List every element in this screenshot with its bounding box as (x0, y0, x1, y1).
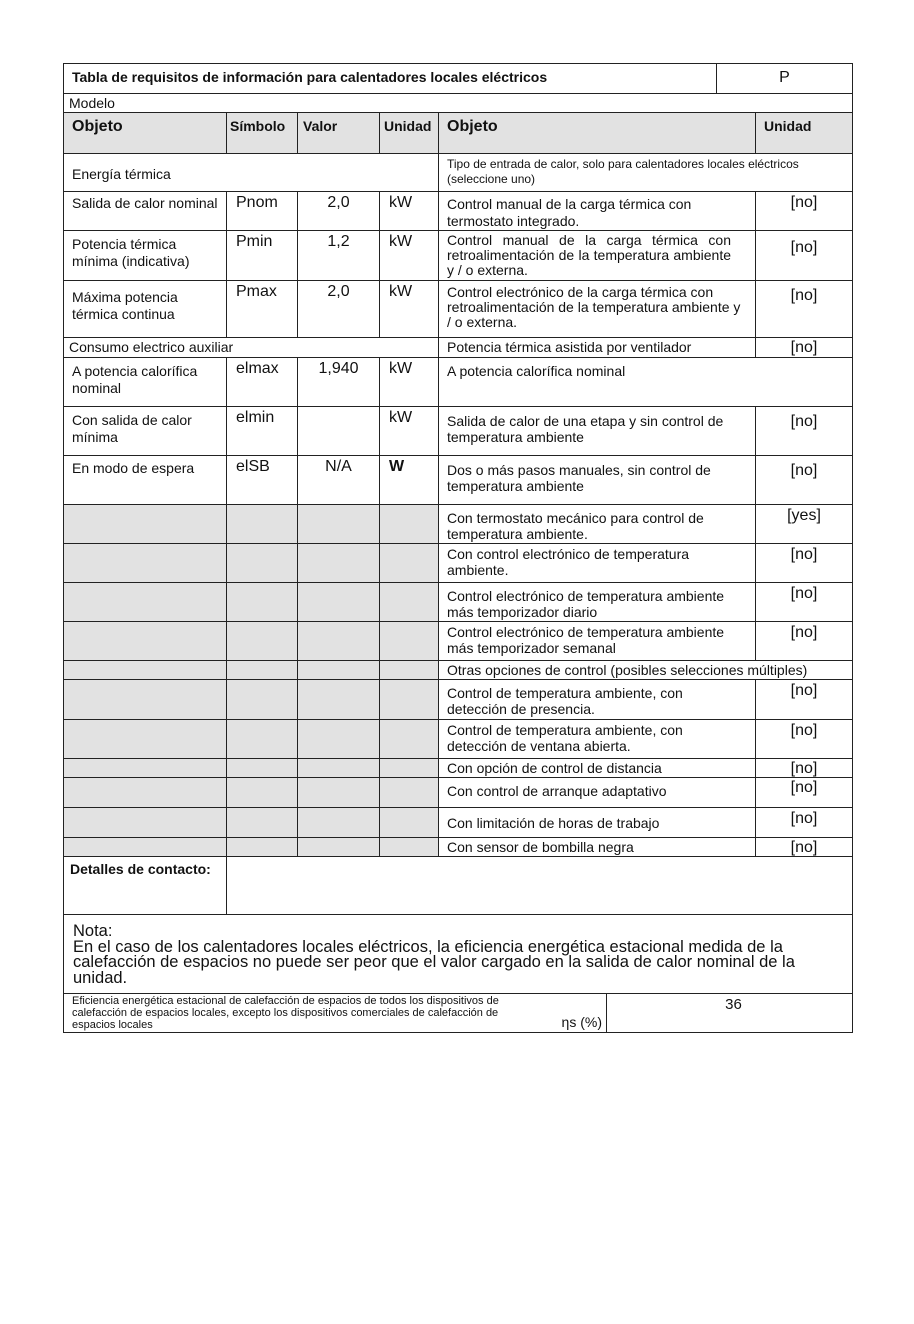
col-header-simbolo: Símbolo (226, 113, 297, 153)
col-header-objeto-right: Objeto (438, 113, 755, 153)
table-row (64, 583, 852, 622)
objeto-right-cell: Control manual de la carga térmica con retroalimentación de la temperatura ambiente y / o externa. (438, 231, 755, 280)
simbolo-cell: Pmax (226, 281, 297, 337)
model-label: Modelo (69, 95, 115, 111)
energia-termica-label: Energía térmica (72, 166, 171, 182)
contact-value (226, 857, 852, 914)
unidad-cell: kW (379, 281, 438, 337)
unidad-cell: kW (379, 192, 438, 230)
unidad-right-cell: [no] (755, 622, 852, 660)
footer-row (64, 994, 852, 1032)
table-row (64, 838, 852, 857)
valor-cell: 2,0 (297, 281, 379, 337)
valor-cell (297, 407, 379, 455)
unidad-right-cell: [no] (755, 544, 852, 582)
simbolo-cell: Pnom (226, 192, 297, 230)
objeto-right-cell: Dos o más pasos manuales, sin control de temperatura ambiente (438, 456, 755, 504)
objeto-cell: A potencia calorífica nominal (72, 363, 198, 396)
objeto-right-cell: Con termostato mecánico para control de temperatura ambiente. (438, 505, 755, 543)
nota-row (64, 915, 852, 994)
objeto-right-cell: Control electrónico de temperatura ambiente más temporizador semanal (438, 622, 755, 660)
objeto-cell: Potencia térmica mínima (indicativa) (72, 236, 190, 269)
table-row (64, 358, 852, 407)
table-row (64, 544, 852, 583)
simbolo-cell: elmin (226, 407, 297, 455)
table-row (64, 720, 852, 759)
table-row (64, 778, 852, 808)
objeto-right-cell: Control electrónico de temperatura ambiente más temporizador diario (438, 583, 755, 621)
p-label: P (716, 64, 852, 93)
nota-title: Nota: (73, 922, 113, 940)
table-title: Tabla de requisitos de información para calentadores locales eléctricos (72, 69, 548, 85)
simbolo-cell: Pmin (226, 231, 297, 280)
potencia-nominal-label: A potencia calorífica nominal (438, 358, 852, 406)
unidad-right-cell: [no] (755, 778, 852, 807)
footer-text: Eficiencia energética estacional de calefacción de espacios de todos los dispositivos de calefacción de espacios locales, excepto los dispositivos comerciales de calefacción de espacios locales (72, 995, 499, 1031)
objeto-right-cell: Salida de calor de una etapa y sin control de temperatura ambiente (438, 407, 755, 455)
unidad-right-cell: [no] (755, 456, 852, 504)
unidad-cell: kW (379, 231, 438, 280)
unidad-right-cell: [no] (755, 407, 852, 455)
eta-symbol: ηs (%) (561, 1014, 602, 1030)
otras-opciones-label: Otras opciones de control (posibles selecciones múltiples) (438, 661, 852, 679)
unidad-right-cell: [no] (755, 838, 852, 856)
objeto-cell: Salida de calor nominal (72, 195, 218, 211)
requirements-table (63, 63, 853, 1033)
objeto-right-cell: Con limitación de horas de trabajo (438, 808, 755, 837)
objeto-right-cell: Con sensor de bombilla negra (438, 838, 755, 856)
energia-termica-row (64, 154, 852, 192)
table-row (64, 759, 852, 778)
tipo-entrada-label: Tipo de entrada de calor, solo para calentadores locales eléctricos (seleccione uno) (438, 154, 852, 191)
table-row (64, 505, 852, 544)
table-row (64, 192, 852, 231)
objeto-right-cell: Con control de arranque adaptativo (438, 778, 755, 807)
objeto-cell: Máxima potencia térmica continua (72, 289, 178, 322)
unidad-right-cell: [no] (755, 759, 852, 777)
unidad-cell: kW (379, 358, 438, 406)
valor-cell: 2,0 (297, 192, 379, 230)
table-row (64, 407, 852, 456)
nota-text: En el caso de los calentadores locales eléctricos, la eficiencia energética estacional medida de la calefacción de espacios no puede ser peor que el valor cargado en la salida de calor nominal de la unidad. (73, 937, 795, 987)
objeto-cell: Con salida de calor mínima (72, 412, 192, 445)
footer-value: 36 (606, 994, 852, 1032)
col-header-objeto-left: Objeto (72, 118, 123, 135)
objeto-cell: En modo de espera (72, 460, 195, 476)
simbolo-cell: elmax (226, 358, 297, 406)
objeto-right-cell: Control electrónico de la carga térmica con retroalimentación de la temperatura ambiente y / o externa. (438, 281, 755, 337)
valor-cell: N/A (297, 456, 379, 504)
consumo-label: Consumo electrico auxiliar (69, 339, 234, 355)
unidad-cell: W (379, 456, 438, 504)
simbolo-cell: elSB (226, 456, 297, 504)
unidad-right-cell: [no] (755, 808, 852, 837)
unidad-right-cell: [no] (755, 720, 852, 758)
unidad-cell: kW (379, 407, 438, 455)
table-row (64, 808, 852, 838)
valor-cell: 1,940 (297, 358, 379, 406)
table-row (64, 456, 852, 505)
unidad-right-cell: [no] (755, 583, 852, 621)
ventilador-label: Potencia térmica asistida por ventilador (438, 338, 755, 357)
unidad-right-cell: [yes] (755, 505, 852, 543)
objeto-right-cell: Control manual de la carga térmica con termostato integrado. (438, 192, 755, 230)
model-row (64, 94, 852, 113)
objeto-right-cell: Control de temperatura ambiente, con detección de presencia. (438, 680, 755, 719)
unidad-right-cell: [no] (755, 231, 852, 280)
objeto-right-cell: Con opción de control de distancia (438, 759, 755, 777)
objeto-right-cell: Control de temperatura ambiente, con detección de ventana abierta. (438, 720, 755, 758)
table-row (64, 622, 852, 661)
valor-cell: 1,2 (297, 231, 379, 280)
col-header-unidad-right: Unidad (755, 113, 852, 153)
ventilador-value: [no] (755, 338, 852, 357)
objeto-right-cell: Con control electrónico de temperatura ambiente. (438, 544, 755, 582)
table-row (64, 281, 852, 338)
col-header-valor: Valor (297, 113, 379, 153)
unidad-right-cell: [no] (755, 281, 852, 337)
contact-label: Detalles de contacto: (70, 861, 211, 877)
table-title-row (64, 64, 852, 94)
column-header-row (64, 113, 852, 154)
unidad-right-cell: [no] (755, 680, 852, 719)
table-row (64, 231, 852, 281)
contact-row (64, 857, 852, 915)
otras-opciones-row (64, 661, 852, 680)
col-header-unidad-left: Unidad (379, 113, 438, 153)
table-row (64, 680, 852, 720)
unidad-right-cell: [no] (755, 192, 852, 230)
consumo-row (64, 338, 852, 358)
